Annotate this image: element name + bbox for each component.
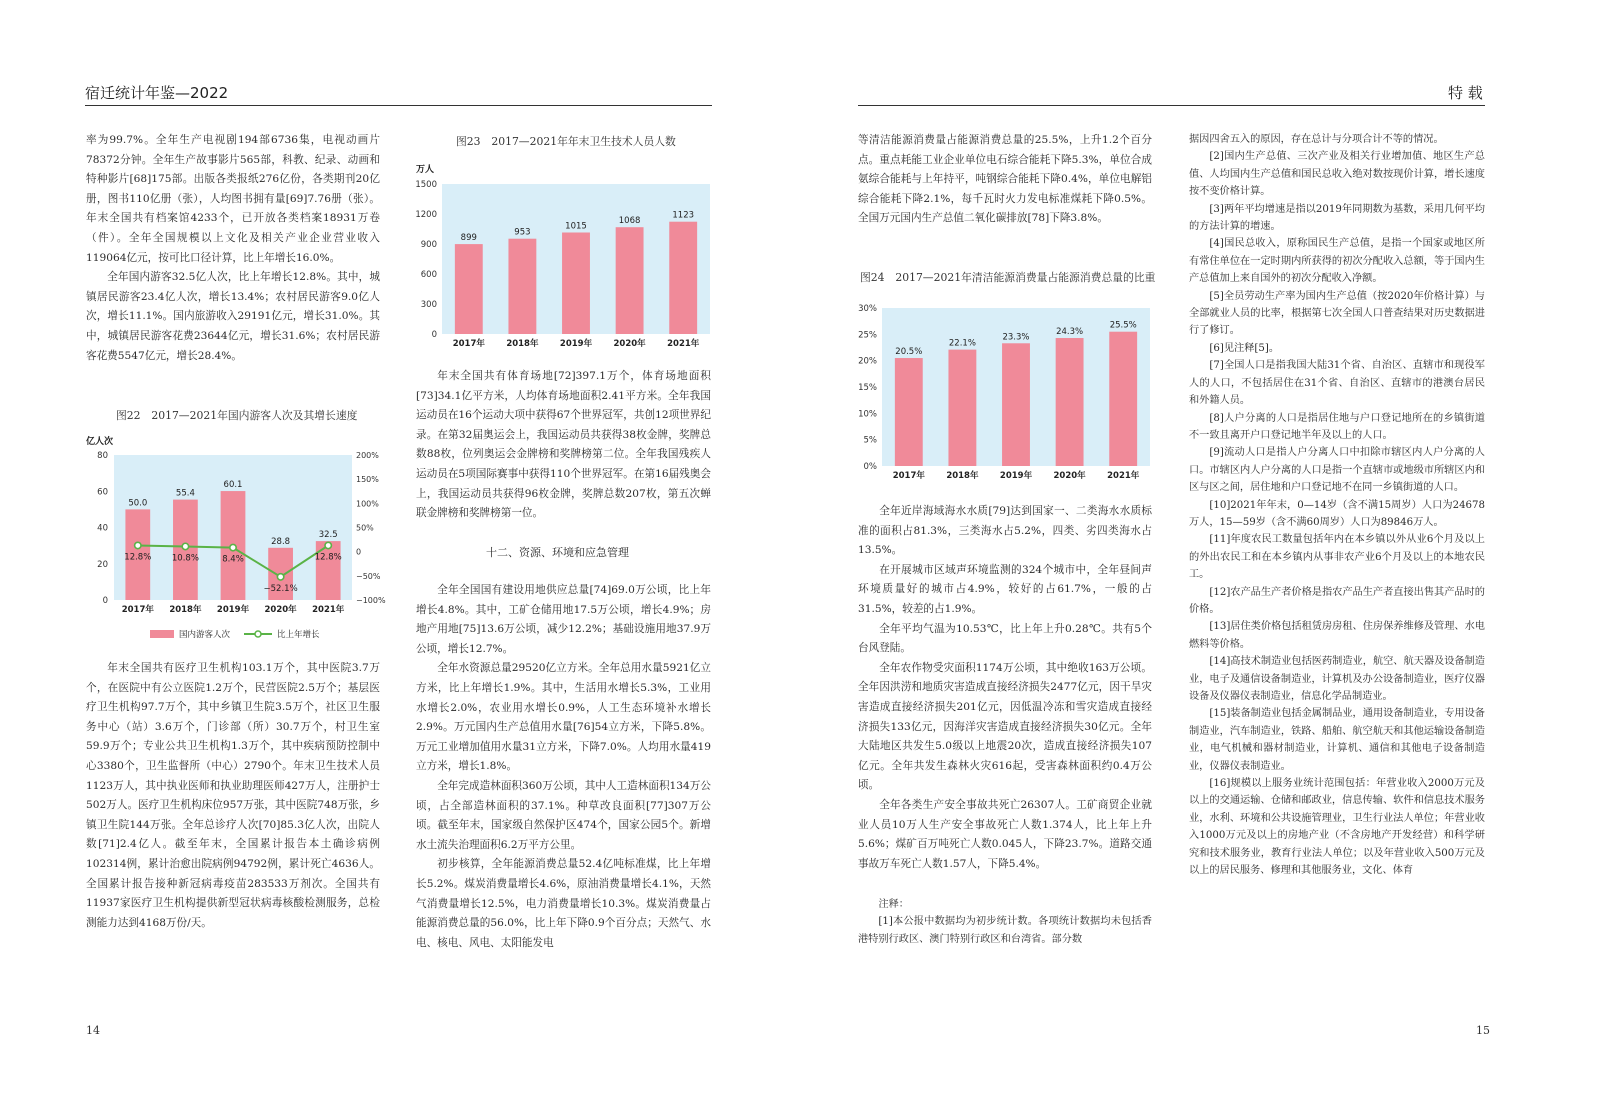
note: 据因四舍五入的原因，存在总计与分项合计不等的情况。 <box>1189 134 1444 145</box>
text-column-3 <box>858 131 1152 229</box>
figure-23-chart <box>412 158 712 350</box>
bar-value-label: 20.5% <box>895 347 923 358</box>
bar-value-label: 60.1 <box>223 480 243 491</box>
bar-value-label: 32.5 <box>318 530 338 541</box>
paragraph: 全年全国国有建设用地供应总量[74]69.0万公顷，比上年增长4.8%。其中，工矿仓储用地17.5万公顷，增长4.9%；房地产用地[75]13.6万公顷，减少12.2%；基础设施用地37.9万公顷，增长12.7%。 <box>416 584 711 655</box>
growth-value-label: 8.4% <box>222 554 244 565</box>
x-tick-label: 2020年 <box>264 605 297 615</box>
y-tick-label: 1500 <box>415 180 437 190</box>
x-tick-label: 2021年 <box>312 605 345 615</box>
y-tick-label: 0 <box>102 596 108 606</box>
growth-point <box>230 544 236 550</box>
x-tick-label: 2020年 <box>613 339 646 349</box>
y-tick-label: 80 <box>97 451 108 461</box>
bar-2018年 <box>948 350 976 466</box>
bar-2021年 <box>669 222 697 334</box>
paragraph: 年末全国共有体育场地[72]397.1万个，体育场地面积[73]34.1亿平方米，人均体育场地面积2.41平方米。全年我国运动员在16个运动大项中获得67个世界冠军，共创12项世界纪录。在第32届奥运会上，我国运动员共获得38枚金牌，奖牌总数88枚，位列奥运会金牌榜和奖牌榜第二位。全年我国残疾人运动员在5项国际赛事中获得110个世界冠军。在第16届残奥会上，我国运动员共获得96枚金牌，奖牌总数207枚，第五次蝉联金牌榜和奖牌榜第一位。 <box>416 370 711 520</box>
text-column-2 <box>416 367 711 524</box>
paragraph: 在开展城市区域声环境监测的324个城市中，全年昼间声环境质量好的城市占4.9%，较好的占61.7%，一般的占31.5%，较差的占1.9%。 <box>858 563 1152 615</box>
bar-2017年 <box>895 358 923 466</box>
y2-tick-label: 0 <box>356 547 362 557</box>
legend-bar-label: 国内游客人次 <box>179 630 231 640</box>
y-tick-label: 5% <box>863 435 877 446</box>
bar-value-label: 1123 <box>672 210 695 221</box>
text-column-1b <box>86 659 380 933</box>
y-tick-label: 600 <box>420 270 437 280</box>
text-column-1 <box>86 131 380 366</box>
paragraph: 全年近岸海域海水水质[79]达到国家一、二类海水水质标准的面积占81.3%，三类海水占5.2%，四类、劣四类海水占13.5%。 <box>858 505 1152 557</box>
paragraph: 全年各类生产安全事故共死亡26307人。工矿商贸企业就业人员10万人生产安全事故死亡人数1.374人，比上年上升5.6%；煤矿百万吨死亡人数0.045人，下降23.7%。道路交通事故万车死亡人数1.57人，下降5.4%。 <box>858 798 1152 870</box>
y-axis-title: 亿人次 <box>86 437 114 447</box>
x-tick-label: 2019年 <box>559 339 593 349</box>
note: [16]规模以上服务业统计范围包括：年营业收入2000万元及以上的交通运输、仓储和邮政业，信息传输、软件和信息技术服务业，水利、环境和公共设施管理业，卫生行业法人单位；年营业收入1000万元及以上的房地产业（不含房地产开发经营）和科学研究和技术服务业，教育行业法人单位；以及年营业收入500万元及以上的居民服务、修理和其他服务业，文化、体育 <box>1189 778 1485 877</box>
note: [11]年度农民工数量包括年内在本乡镇以外从业6个月及以上的外出农民工和在本乡镇内从事非农产业6个月及以上的本地农民工。 <box>1189 534 1485 581</box>
y-tick-label: 30% <box>858 304 877 314</box>
figure-22-chart <box>86 430 386 652</box>
paragraph: 全年农作物受灾面积1174万公顷，其中绝收163万公顷。全年因洪涝和地质灾害造成直接经济损失2477亿元，因干旱灾害造成直接经济损失201亿元，因低温冷冻和雪灾造成直接经济损失133亿元，因海洋灾害造成直接经济损失30亿元。全年大陆地区共发生5.0级以上地震20次，造成直接经济损失107亿元。全年共发生森林火灾616起，受害森林面积约0.4万公顷。 <box>858 661 1152 792</box>
y2-tick-label: 100% <box>356 499 379 509</box>
text-column-2b <box>416 581 711 953</box>
y-tick-label: 60 <box>97 487 108 498</box>
bar-value-label: 28.8 <box>271 536 291 547</box>
y-tick-label: 10% <box>858 409 877 420</box>
legend-bar-swatch <box>150 630 174 638</box>
growth-point <box>325 542 331 548</box>
paragraph: 年末全国共有医疗卫生机构103.1万个，其中医院3.7万个，在医院中有公立医院1.2万个，民营医院2.5万个；基层医疗卫生机构97.7万个，其中乡镇卫生院3.5万个，社区卫生服务中心（站）3.6万个，门诊部（所）30.7万个，村卫生室59.9万个；专业公共卫生机构1.3万个，其中疾病预防控制中心3380个，卫生监督所（中心）2790个。年末卫生技术人员1123万人，其中执业医师和执业助理医师427万人，注册护士502万人。医疗卫生机构床位957万张，其中医院748万张，乡镇卫生院144万张。全年总诊疗人次[70]85.3亿人次，出院人数[71]2.4亿人。截至年末，全国累计报告本土确诊病例102314例，累计治愈出院病例94792例，累计死亡4636人。全国累计报告接种新冠病毒疫苗283533万剂次。全国共有11937家医疗卫生机构提供新型冠状病毒核酸检测服务，总检测能力达到4168万份/天。 <box>86 662 380 929</box>
y-tick-label: 300 <box>420 300 437 310</box>
bar-2021年 <box>316 541 341 600</box>
note: [9]流动人口是指人户分离人口中扣除市辖区内人户分离的人口。市辖区内人户分离的人口是指一个直辖市或地级市所辖区内和区与区之间，居住地和户口登记地不在同一乡镇街道的人口。 <box>1189 447 1485 494</box>
note: [14]高技术制造业包括医药制造业，航空、航天器及设备制造业，电子及通信设备制造业，计算机及办公设备制造业，医疗仪器设备及仪器仪表制造业，信息化学品制造业。 <box>1189 656 1485 702</box>
legend-line-marker <box>255 631 261 637</box>
growth-value-label: −52.1% <box>263 583 298 594</box>
x-tick-label: 2021年 <box>667 339 700 349</box>
y-tick-label: 15% <box>858 383 877 393</box>
bar-2021年 <box>1109 332 1137 466</box>
x-tick-label: 2017年 <box>121 605 154 615</box>
x-tick-label: 2017年 <box>892 471 925 481</box>
note: [15]装备制造业包括金属制品业，通用设备制造业，专用设备制造业，汽车制造业，铁路、船舶、航空航天和其他运输设备制造业，电气机械和器材制造业，计算机、通信和其他电子设备制造业，仪器仪表制造业。 <box>1189 708 1485 772</box>
note: [4]国民总收入，原称国民生产总值，是指一个国家或地区所有常住单位在一定时期内所获得的初次分配收入总额，等于国内生产总值加上来自国外的初次分配收入净额。 <box>1189 238 1485 285</box>
legend-line-label: 比上年增长 <box>277 630 320 640</box>
notes-column-4 <box>1189 131 1485 879</box>
bar-2019年 <box>1002 343 1030 466</box>
note: [5]全员劳动生产率为国内生产总值（按2020年价格计算）与全部就业人员的比率，根据第七次全国人口普查结果对历史数据进行了修订。 <box>1189 290 1485 337</box>
notes-column-3 <box>858 896 1152 948</box>
bar-value-label: 50.0 <box>128 498 148 509</box>
paragraph: 率为99.7%。全年生产电视剧194部6736集，电视动画片78372分钟。全年生产故事影片565部，科教、纪录、动画和特种影片[68]175部。出版各类报纸276亿份，各类期刊20亿册，图书110亿册（张），人均图书拥有量[69]7.76册（张）。年末全国共有档案馆4233个，已开放各类档案18931万卷（件）。全年全国规模以上文化及相关产业企业营业收入119064亿元，按可比口径计算，比上年增长16.0%。 <box>86 134 380 264</box>
bar-2020年 <box>616 227 644 334</box>
header-rule-left <box>85 105 712 106</box>
paragraph: 全年国内游客32.5亿人次，比上年增长12.8%。其中，城镇居民游客23.4亿人次，增长13.4%；农村居民游客9.0亿人次，增长11.1%。国内旅游收入29191亿元，增长31.0%。其中，城镇居民游客花费23644亿元，增长31.6%；农村居民游客花费5547亿元，增长28.4%。 <box>86 271 380 362</box>
figure-23-title: 图23 2017—2021年年末卫生技术人员人数 <box>456 135 676 148</box>
y2-tick-label: 50% <box>356 523 374 533</box>
text-column-3b <box>858 502 1152 874</box>
figure-24-title: 图24 2017—2021年清洁能源消费量占能源消费总量的比重 <box>860 271 1156 284</box>
bar-value-label: 24.3% <box>1056 327 1084 338</box>
growth-value-label: 12.8% <box>314 552 342 563</box>
y-tick-label: 1200 <box>415 210 437 220</box>
growth-point <box>277 574 283 580</box>
bar-2017年 <box>455 244 483 334</box>
paragraph: 全年水资源总量29520亿立方米。全年总用水量5921亿立方米，比上年增长1.9%。其中，生活用水增长5.3%，工业用水增长2.0%，农业用水增长0.9%，人工生态环境补水增长2.9%。万元国内生产总值用水量[76]54立方米，下降5.8%。万元工业增加值用水量31立方米，下降7.0%。人均用水量419立方米，增长1.8%。 <box>416 662 711 773</box>
bar-value-label: 1068 <box>618 216 641 227</box>
bar-value-label: 953 <box>514 227 531 238</box>
growth-value-label: 12.8% <box>124 552 152 563</box>
bar-value-label: 55.4 <box>175 488 195 499</box>
y-tick-label: 900 <box>420 240 437 250</box>
x-tick-label: 2019年 <box>216 605 250 615</box>
y2-tick-label: 150% <box>356 475 379 485</box>
note: [7]全国人口是指我国大陆31个省、自治区、直辖市和现役军人的人口，不包括居住在31个省、自治区、直辖市的港澳台居民和外籍人员。 <box>1189 360 1485 407</box>
growth-point <box>182 543 188 549</box>
growth-point <box>135 542 141 548</box>
bar-value-label: 23.3% <box>1002 332 1030 343</box>
y-tick-label: 0 <box>431 330 437 340</box>
note: [10]2021年年末，0—14岁（含不满15周岁）人口为24678万人，15—59岁（含不满60周岁）人口为89846万人。 <box>1189 499 1485 528</box>
paragraph: 初步核算，全年能源消费总量52.4亿吨标准煤，比上年增长5.2%。煤炭消费量增长4.6%，原油消费量增长4.1%，天然气消费量增长12.5%，电力消费量增长10.3%。煤炭消费量占能源消费总量的56.0%，比上年下降0.9个百分点；天然气、水电、核电、风电、太阳能发电 <box>416 858 711 949</box>
y-tick-label: 0% <box>863 462 877 472</box>
x-tick-label: 2019年 <box>999 471 1033 481</box>
note: [1]本公报中数据均为初步统计数。各项统计数据均未包括香港特别行政区、澳门特别行政区和台湾省。部分数 <box>858 916 1152 945</box>
y-tick-label: 25% <box>858 330 877 341</box>
running-header-left: 宿迁统计年鉴—2022 <box>85 84 229 102</box>
notes-title: 注释： <box>878 899 909 910</box>
bar-2018年 <box>508 239 536 334</box>
y2-tick-label: −50% <box>356 571 381 581</box>
bar-value-label: 22.1% <box>948 338 976 349</box>
y2-tick-label: 200% <box>356 451 379 460</box>
bar-2020年 <box>1056 338 1084 466</box>
bar-2019年 <box>562 233 590 335</box>
bar-value-label: 899 <box>460 233 477 244</box>
page-number-left: 14 <box>86 1024 100 1037</box>
y-tick-label: 20% <box>858 356 877 367</box>
note: [13]居住类价格包括租赁房房租、住房保养维修及管理、水电燃料等价格。 <box>1189 621 1485 650</box>
bar-value-label: 25.5% <box>1109 320 1137 331</box>
y-tick-label: 20 <box>97 559 108 570</box>
bar-value-label: 1015 <box>565 221 587 232</box>
figure-22-title: 图22 2017—2021年国内游客人次及其增长速度 <box>116 409 358 422</box>
y-tick-label: 40 <box>97 523 108 534</box>
header-rule-right <box>858 105 1485 106</box>
x-tick-label: 2018年 <box>946 471 979 481</box>
x-tick-label: 2018年 <box>506 339 539 349</box>
note: [8]人户分离的人口是指居住地与户口登记地所在的乡镇街道不一致且离开户口登记地半年及以上的人口。 <box>1189 412 1485 441</box>
paragraph: 全年平均气温为10.53℃，比上年上升0.28℃。共有5个台风登陆。 <box>858 622 1152 655</box>
x-tick-label: 2020年 <box>1053 471 1086 481</box>
note: [3]两年平均增速是指以2019年同期数为基数，采用几何平均的方法计算的增速。 <box>1189 203 1485 233</box>
section-title: 十二、资源、环境和应急管理 <box>486 546 629 559</box>
x-tick-label: 2017年 <box>452 339 485 349</box>
figure-24-chart <box>852 296 1152 486</box>
note: [12]农产品生产者价格是指农产品生产者直接出售其产品时的价格。 <box>1189 586 1485 615</box>
y2-tick-label: −100% <box>356 596 386 605</box>
note: [6]见注释[5]。 <box>1209 342 1280 354</box>
note: [2]国内生产总值、三次产业及相关行业增加值、地区生产总值、人均国内生产总值和国民总收入绝对数按现价计算，增长速度按不变价格计算。 <box>1189 151 1485 198</box>
paragraph: 等清洁能源消费量占能源消费总量的25.5%，上升1.2个百分点。重点耗能工业企业单位电石综合能耗下降5.3%，单位合成氨综合能耗与上年持平，吨钢综合能耗下降0.4%，单位电解铝综合能耗下降2.1%，每千瓦时火力发电标准煤耗下降0.5%。全国万元国内生产总值二氧化碳排放[78]下降3.8%。 <box>858 134 1152 225</box>
paragraph: 全年完成造林面积360万公顷，其中人工造林面积134万公顷，占全部造林面积的37.1%。种草改良面积[77]307万公顷。截至年末，国家级自然保护区474个，国家公园5个。新增水土流失治理面积6.2万平方公里。 <box>416 779 711 851</box>
x-tick-label: 2018年 <box>169 605 202 615</box>
page-number-right: 15 <box>1476 1024 1490 1037</box>
growth-value-label: 10.8% <box>171 553 199 564</box>
y-axis-title: 万人 <box>416 165 435 175</box>
x-tick-label: 2021年 <box>1107 471 1140 481</box>
running-header-right: 特 载 <box>1448 84 1483 102</box>
